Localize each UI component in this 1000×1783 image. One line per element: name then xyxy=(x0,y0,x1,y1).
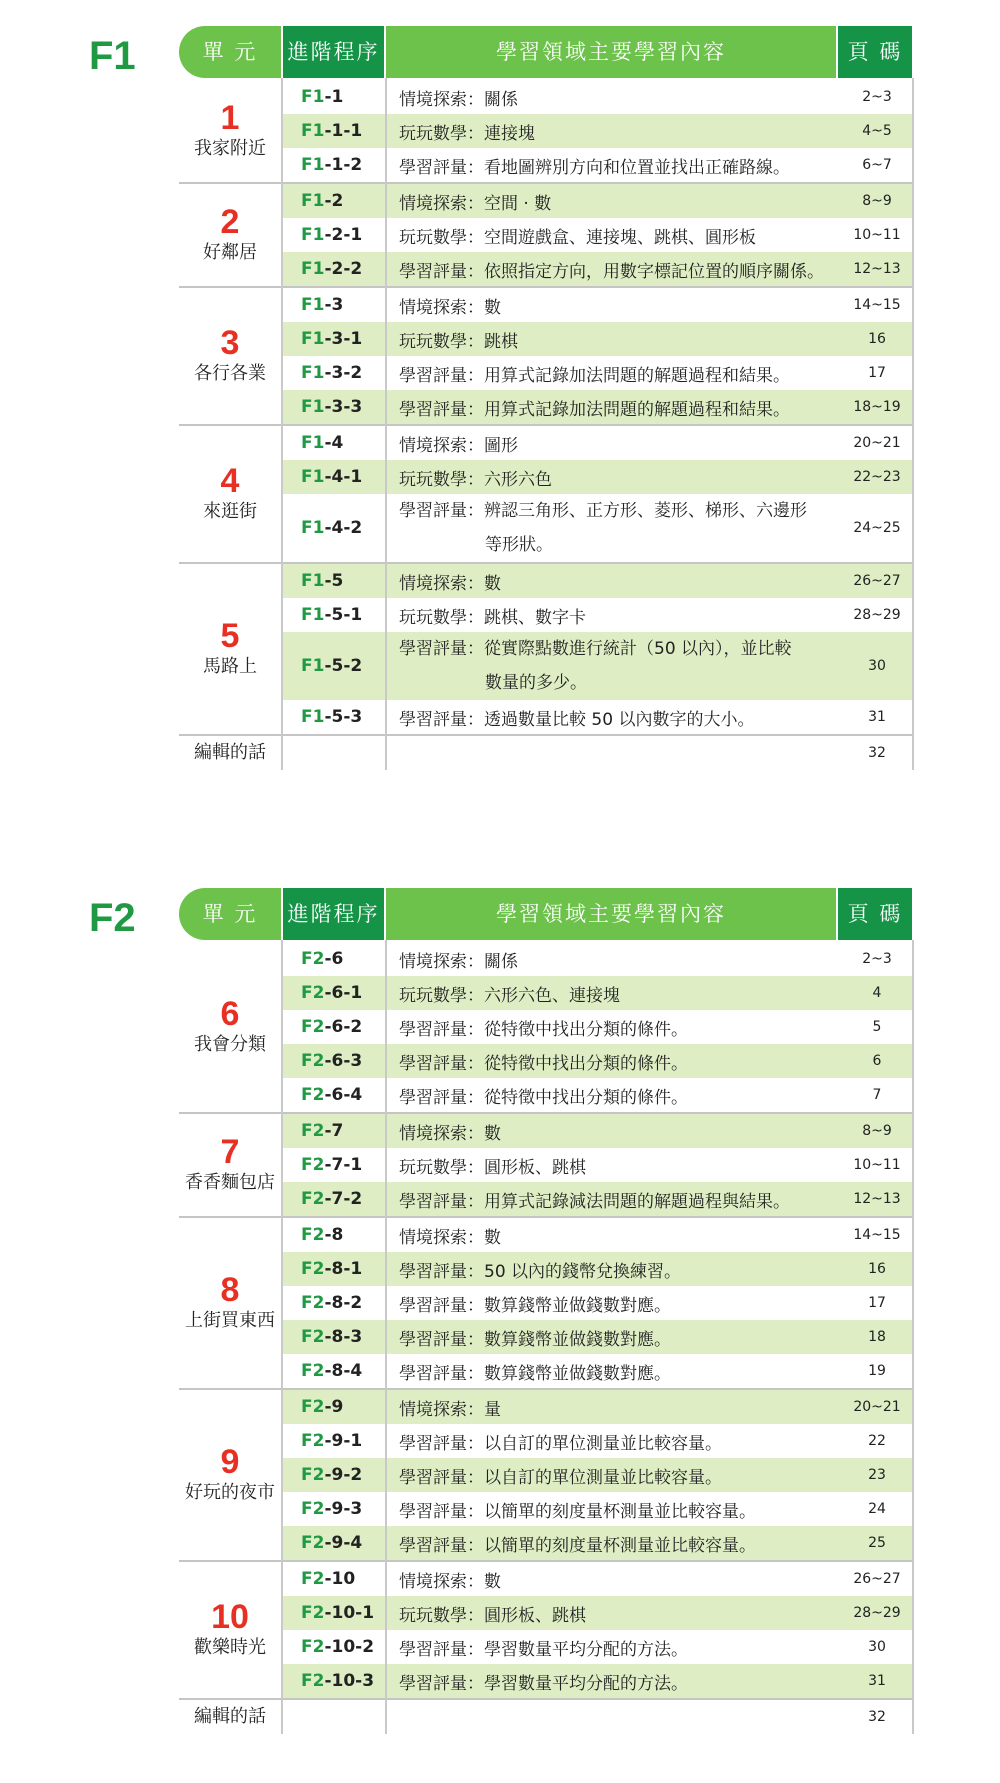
step-code-prefix: F2 xyxy=(301,949,325,969)
content-text: 學習評量：從特徵中找出分類的條件。 xyxy=(399,1053,688,1074)
content-text: 學習評量：以自訂的單位測量並比較容量。 xyxy=(399,1467,722,1488)
content-text: 玩玩數學：圓形板、跳棋 xyxy=(399,1605,586,1626)
step-code-suffix: -1 xyxy=(324,87,344,107)
unit-cell xyxy=(179,1444,281,1506)
content-text: 情境探索：關係 xyxy=(399,89,518,110)
page-number: 31 xyxy=(868,709,886,725)
unit-name: 好鄰居 xyxy=(203,242,257,263)
table-row xyxy=(281,494,912,562)
step-code-suffix: -4-1 xyxy=(324,467,363,487)
unit-cell xyxy=(179,204,281,266)
unit-number: 9 xyxy=(220,1443,240,1481)
content-text: 玩玩數學：跳棋 xyxy=(399,331,518,352)
content-text: 玩玩數學：六形六色 xyxy=(399,469,552,490)
book-label: F1 xyxy=(89,34,136,78)
step-code-suffix: -8 xyxy=(324,1225,344,1245)
content-text: 學習評量：用算式記錄加法問題的解題過程和結果。 xyxy=(399,399,790,420)
step-code-prefix: F1 xyxy=(301,571,325,591)
content-text: 情境探索：圖形 xyxy=(399,435,518,456)
step-code-prefix: F1 xyxy=(301,433,325,453)
step-code-prefix: F1 xyxy=(301,329,325,349)
step-code xyxy=(301,218,391,252)
unit-number: 3 xyxy=(220,324,240,362)
page-number: 32 xyxy=(868,1709,886,1725)
step-code-prefix: F2 xyxy=(301,1293,325,1313)
page-number: 19 xyxy=(868,1363,886,1379)
step-code xyxy=(301,426,391,460)
step-code-prefix: F1 xyxy=(301,259,325,279)
header-page: 頁 碼 xyxy=(838,26,912,78)
step-code-prefix: F1 xyxy=(301,295,325,315)
page-number: 7 xyxy=(872,1087,882,1103)
table-row xyxy=(281,114,912,148)
unit-cell xyxy=(179,325,281,387)
step-code xyxy=(301,1596,391,1630)
step-code-prefix: F2 xyxy=(301,1603,325,1623)
unit-name: 來逛街 xyxy=(203,501,257,522)
step-code-suffix: -5-3 xyxy=(324,707,363,727)
step-code-prefix: F2 xyxy=(301,1397,325,1417)
unit-name: 好玩的夜市 xyxy=(185,1482,275,1503)
step-code-suffix: -3-2 xyxy=(324,363,363,383)
step-code xyxy=(301,460,391,494)
page-number: 23 xyxy=(868,1467,886,1483)
page-number: 20~21 xyxy=(853,435,901,451)
step-code-prefix: F1 xyxy=(301,518,325,538)
table-row xyxy=(281,1320,912,1354)
page-number: 28~29 xyxy=(853,607,901,623)
unit-name: 上街買東西 xyxy=(185,1310,275,1331)
content-text: 情境探索：數 xyxy=(399,1571,501,1592)
content-text: 情境探索：數 xyxy=(399,1227,501,1248)
step-code xyxy=(301,1044,391,1078)
step-code-suffix: -1-2 xyxy=(324,155,363,175)
content-text: 學習評量：以簡單的刻度量杯測量並比較容量。 xyxy=(399,1501,756,1522)
step-code-suffix: -8-1 xyxy=(324,1259,363,1279)
column-divider xyxy=(385,940,387,1734)
step-code xyxy=(301,148,391,182)
step-code xyxy=(301,1252,391,1286)
content-text: 學習評量：學習數量平均分配的方法。 xyxy=(399,1673,688,1694)
table-row xyxy=(281,736,912,770)
page-number: 32 xyxy=(868,745,886,761)
page-number: 8~9 xyxy=(862,193,892,209)
page-number: 22 xyxy=(868,1433,886,1449)
step-code-suffix: -1-1 xyxy=(324,121,363,141)
page-number: 18~19 xyxy=(853,399,901,415)
table-row xyxy=(281,356,912,390)
table-row xyxy=(281,218,912,252)
step-code xyxy=(301,184,391,218)
step-code xyxy=(301,1526,391,1560)
content-text: 學習評量：從特徵中找出分類的條件。 xyxy=(399,1019,688,1040)
step-code-prefix: F1 xyxy=(301,605,325,625)
step-code xyxy=(301,114,391,148)
content-text: 情境探索：空間 · 數 xyxy=(399,193,552,214)
step-code-prefix: F2 xyxy=(301,1085,325,1105)
unit-name: 我家附近 xyxy=(194,138,266,159)
step-code xyxy=(301,1492,391,1526)
table-row xyxy=(281,976,912,1010)
page-number: 25 xyxy=(868,1535,886,1551)
step-code xyxy=(301,1354,391,1388)
editor-note-label: 編輯的話 xyxy=(194,742,266,763)
unit-name: 各行各業 xyxy=(194,363,266,384)
step-code-suffix: -7 xyxy=(324,1121,344,1141)
page-number: 26~27 xyxy=(853,1571,901,1587)
step-code-prefix: F2 xyxy=(301,1671,325,1691)
page-number: 30 xyxy=(868,1639,886,1655)
step-code xyxy=(301,1458,391,1492)
content-text: 學習評量：從特徵中找出分類的條件。 xyxy=(399,1087,688,1108)
page-number: 20~21 xyxy=(853,1399,901,1415)
header-unit: 單 元 xyxy=(179,888,281,940)
step-code-prefix: F1 xyxy=(301,656,325,676)
step-code-prefix: F1 xyxy=(301,121,325,141)
step-code-suffix: -4-2 xyxy=(324,518,363,538)
unit-name: 我會分類 xyxy=(194,1034,266,1055)
step-code-prefix: F2 xyxy=(301,1017,325,1037)
step-code xyxy=(301,1010,391,1044)
step-code xyxy=(301,1218,391,1252)
step-code-prefix: F2 xyxy=(301,1533,325,1553)
page-number: 14~15 xyxy=(853,1227,901,1243)
column-divider xyxy=(385,78,387,770)
step-code-suffix: -2-1 xyxy=(324,225,363,245)
step-code-suffix: -10-1 xyxy=(324,1603,375,1623)
step-code xyxy=(301,1390,391,1424)
step-code xyxy=(301,1182,391,1216)
step-code-suffix: -3-1 xyxy=(324,329,363,349)
content-text: 情境探索：數 xyxy=(399,297,501,318)
column-divider xyxy=(912,940,914,1734)
step-code xyxy=(301,1078,391,1112)
step-code-suffix: -3-3 xyxy=(324,397,363,417)
table-row xyxy=(281,1148,912,1182)
content-text: 學習評量：用算式記錄減法問題的解題過程與結果。 xyxy=(399,1191,790,1212)
step-code xyxy=(301,80,391,114)
step-code-prefix: F1 xyxy=(301,467,325,487)
step-code xyxy=(301,598,391,632)
step-code-prefix: F2 xyxy=(301,1189,325,1209)
page-number: 17 xyxy=(868,1295,886,1311)
step-code-suffix: -5-1 xyxy=(324,605,363,625)
content-text: 情境探索：關係 xyxy=(399,951,518,972)
unit-number: 6 xyxy=(220,995,240,1033)
step-code-prefix: F2 xyxy=(301,1499,325,1519)
unit-name: 香香麵包店 xyxy=(185,1172,275,1193)
table-row xyxy=(281,700,912,734)
content-text: 學習評量：數算錢幣並做錢數對應。 xyxy=(399,1363,671,1384)
page-number: 10~11 xyxy=(853,227,901,243)
step-code-prefix: F2 xyxy=(301,1637,325,1657)
unit-cell xyxy=(179,1272,281,1334)
step-code-suffix: -10-3 xyxy=(324,1671,375,1691)
table-row xyxy=(281,426,912,460)
header-content: 學習領域主要學習內容 xyxy=(386,26,836,78)
content-text: 學習評量：學習數量平均分配的方法。 xyxy=(399,1639,688,1660)
step-code-suffix: -10 xyxy=(324,1569,356,1589)
step-code xyxy=(301,252,391,286)
table-row xyxy=(281,564,912,598)
step-code-prefix: F2 xyxy=(301,1431,325,1451)
step-code-prefix: F2 xyxy=(301,983,325,1003)
step-code-suffix: -9-4 xyxy=(324,1533,363,1553)
content-text: 學習評量：數算錢幣並做錢數對應。 xyxy=(399,1329,671,1350)
unit-cell xyxy=(179,996,281,1058)
table-row xyxy=(281,184,912,218)
page-number: 12~13 xyxy=(853,1191,901,1207)
content-text: 情境探索：量 xyxy=(399,1399,501,1420)
page-number: 8~9 xyxy=(862,1123,892,1139)
page-number: 5 xyxy=(872,1019,882,1035)
unit-number: 8 xyxy=(220,1271,240,1309)
step-code xyxy=(301,322,391,356)
step-code-suffix: -6-3 xyxy=(324,1051,363,1071)
unit-cell xyxy=(179,618,281,680)
content-text: 情境探索：數 xyxy=(399,1123,501,1144)
content-text: 玩玩數學：連接塊 xyxy=(399,123,535,144)
step-code-prefix: F1 xyxy=(301,87,325,107)
step-code xyxy=(301,494,391,562)
page-number: 18 xyxy=(868,1329,886,1345)
step-code xyxy=(301,942,391,976)
unit-cell xyxy=(179,1599,281,1661)
header-step: 進階程序 xyxy=(283,888,384,940)
unit-number: 2 xyxy=(220,203,240,241)
unit-cell xyxy=(179,100,281,162)
table-row xyxy=(281,1700,912,1734)
page-number: 12~13 xyxy=(853,261,901,277)
step-code xyxy=(301,1562,391,1596)
content-text: 學習評量：以自訂的單位測量並比較容量。 xyxy=(399,1433,722,1454)
page-number: 2~3 xyxy=(862,951,892,967)
page-number: 6~7 xyxy=(862,157,892,173)
table-row xyxy=(281,1562,912,1596)
step-code-suffix: -5 xyxy=(324,571,344,591)
page-number: 6 xyxy=(872,1053,882,1069)
table-row xyxy=(281,942,912,976)
step-code xyxy=(301,1664,391,1698)
table-row xyxy=(281,1664,912,1698)
step-code-suffix: -2 xyxy=(324,191,344,211)
content-text: 玩玩數學：空間遊戲盒、連接塊、跳棋、圓形板 xyxy=(399,227,756,248)
content-text: 學習評量：看地圖辨別方向和位置並找出正確路線。 xyxy=(399,157,790,178)
table-row xyxy=(281,1354,912,1388)
step-code-suffix: -4 xyxy=(324,433,344,453)
table-row xyxy=(281,1390,912,1424)
step-code-suffix: -2-2 xyxy=(324,259,363,279)
content-line-1: 學習評量：從實際點數進行統計（50 以內），並比較 xyxy=(399,639,792,659)
step-code-suffix: -8-3 xyxy=(324,1327,363,1347)
table-row xyxy=(281,1010,912,1044)
step-code-prefix: F2 xyxy=(301,1155,325,1175)
step-code xyxy=(301,356,391,390)
content-text: 學習評量：依照指定方向，用數字標記位置的順序關係。 xyxy=(399,261,824,282)
step-code-prefix: F1 xyxy=(301,363,325,383)
table-row xyxy=(281,1078,912,1112)
unit-number: 7 xyxy=(220,1133,240,1171)
page-number: 10~11 xyxy=(853,1157,901,1173)
content-text: 學習評量：數算錢幣並做錢數對應。 xyxy=(399,1295,671,1316)
page-number: 16 xyxy=(868,1261,886,1277)
header-step: 進階程序 xyxy=(283,26,384,78)
unit-cell xyxy=(179,1134,281,1196)
table-row xyxy=(281,1182,912,1216)
unit-name: 馬路上 xyxy=(203,656,257,677)
page-number: 4 xyxy=(872,985,882,1001)
step-code xyxy=(301,632,391,700)
step-code xyxy=(301,1114,391,1148)
content-text: 學習評量：用算式記錄加法問題的解題過程和結果。 xyxy=(399,365,790,386)
table-row xyxy=(281,1252,912,1286)
column-divider xyxy=(912,78,914,770)
table-row xyxy=(281,390,912,424)
column-divider xyxy=(281,940,283,1734)
step-code xyxy=(301,288,391,322)
step-code xyxy=(301,1630,391,1664)
page-number: 31 xyxy=(868,1673,886,1689)
step-code xyxy=(301,700,391,734)
content-text xyxy=(399,494,839,562)
step-code-suffix: -6-2 xyxy=(324,1017,363,1037)
step-code-suffix: -8-2 xyxy=(324,1293,363,1313)
step-code-prefix: F2 xyxy=(301,1225,325,1245)
table-row xyxy=(281,1596,912,1630)
content-text: 玩玩數學：六形六色、連接塊 xyxy=(399,985,620,1006)
step-code-prefix: F1 xyxy=(301,155,325,175)
content-text: 玩玩數學：跳棋、數字卡 xyxy=(399,607,586,628)
unit-cell xyxy=(179,463,281,525)
table-row xyxy=(281,80,912,114)
table-row xyxy=(281,1218,912,1252)
table-row xyxy=(281,1286,912,1320)
step-code-prefix: F1 xyxy=(301,397,325,417)
table-row xyxy=(281,322,912,356)
content-text: 情境探索：數 xyxy=(399,573,501,594)
step-code-suffix: -9-2 xyxy=(324,1465,363,1485)
table-row xyxy=(281,1630,912,1664)
content-text xyxy=(399,632,839,700)
unit-number: 10 xyxy=(211,1598,249,1636)
content-text: 玩玩數學：圓形板、跳棋 xyxy=(399,1157,586,1178)
page-number: 28~29 xyxy=(853,1605,901,1621)
table-row xyxy=(281,288,912,322)
table-row xyxy=(281,1424,912,1458)
table-row xyxy=(281,1492,912,1526)
page-number: 2~3 xyxy=(862,89,892,105)
page-number: 4~5 xyxy=(862,123,892,139)
step-code-suffix: -5-2 xyxy=(324,656,363,676)
column-divider xyxy=(281,78,283,770)
table-row xyxy=(281,1114,912,1148)
step-code-suffix: -10-2 xyxy=(324,1637,375,1657)
step-code xyxy=(301,1286,391,1320)
editor-note-label: 編輯的話 xyxy=(194,1706,266,1727)
step-code-suffix: -6-4 xyxy=(324,1085,363,1105)
table-row xyxy=(281,148,912,182)
page-number: 24 xyxy=(868,1501,886,1517)
page-number: 26~27 xyxy=(853,573,901,589)
step-code-prefix: F2 xyxy=(301,1121,325,1141)
table-row xyxy=(281,1458,912,1492)
page-number: 16 xyxy=(868,331,886,347)
book-label: F2 xyxy=(89,896,136,940)
content-text: 學習評量：以簡單的刻度量杯測量並比較容量。 xyxy=(399,1535,756,1556)
step-code-prefix: F2 xyxy=(301,1051,325,1071)
step-code-suffix: -7-2 xyxy=(324,1189,363,1209)
header-unit: 單 元 xyxy=(179,26,281,78)
step-code-prefix: F1 xyxy=(301,191,325,211)
step-code-suffix: -9-1 xyxy=(324,1431,363,1451)
step-code xyxy=(301,976,391,1010)
header-page: 頁 碼 xyxy=(838,888,912,940)
page-number: 24~25 xyxy=(853,520,901,536)
page-number: 22~23 xyxy=(853,469,901,485)
unit-number: 5 xyxy=(220,617,240,655)
step-code-prefix: F2 xyxy=(301,1259,325,1279)
table-row xyxy=(281,1044,912,1078)
step-code-prefix: F2 xyxy=(301,1327,325,1347)
page-number: 14~15 xyxy=(853,297,901,313)
header-content: 學習領域主要學習內容 xyxy=(386,888,836,940)
page-number: 30 xyxy=(868,658,886,674)
step-code-prefix: F2 xyxy=(301,1361,325,1381)
step-code xyxy=(301,390,391,424)
content-text: 學習評量：透過數量比較 50 以內數字的大小。 xyxy=(399,709,755,730)
step-code-suffix: -3 xyxy=(324,295,344,315)
table-row xyxy=(281,632,912,700)
table-row xyxy=(281,252,912,286)
table-row xyxy=(281,598,912,632)
unit-number: 4 xyxy=(220,462,240,500)
content-line-2: 數量的多少。 xyxy=(485,673,587,693)
step-code-prefix: F1 xyxy=(301,225,325,245)
step-code-prefix: F2 xyxy=(301,1569,325,1589)
content-text: 學習評量：50 以內的錢幣兌換練習。 xyxy=(399,1261,682,1282)
step-code xyxy=(301,564,391,598)
content-line-2: 等形狀。 xyxy=(485,535,553,555)
step-code xyxy=(301,1424,391,1458)
content-line-1: 學習評量：辨認三角形、正方形、菱形、梯形、六邊形 xyxy=(399,501,807,521)
step-code-suffix: -6-1 xyxy=(324,983,363,1003)
step-code-prefix: F1 xyxy=(301,707,325,727)
step-code-suffix: -8-4 xyxy=(324,1361,363,1381)
step-code-suffix: -9-3 xyxy=(324,1499,363,1519)
step-code-prefix: F2 xyxy=(301,1465,325,1485)
step-code-suffix: -9 xyxy=(324,1397,344,1417)
step-code-suffix: -7-1 xyxy=(324,1155,363,1175)
step-code xyxy=(301,1148,391,1182)
step-code xyxy=(301,1320,391,1354)
step-code-suffix: -6 xyxy=(324,949,344,969)
table-row xyxy=(281,1526,912,1560)
unit-number: 1 xyxy=(220,99,240,137)
table-row xyxy=(281,460,912,494)
page-number: 17 xyxy=(868,365,886,381)
unit-name: 歡樂時光 xyxy=(194,1637,266,1658)
